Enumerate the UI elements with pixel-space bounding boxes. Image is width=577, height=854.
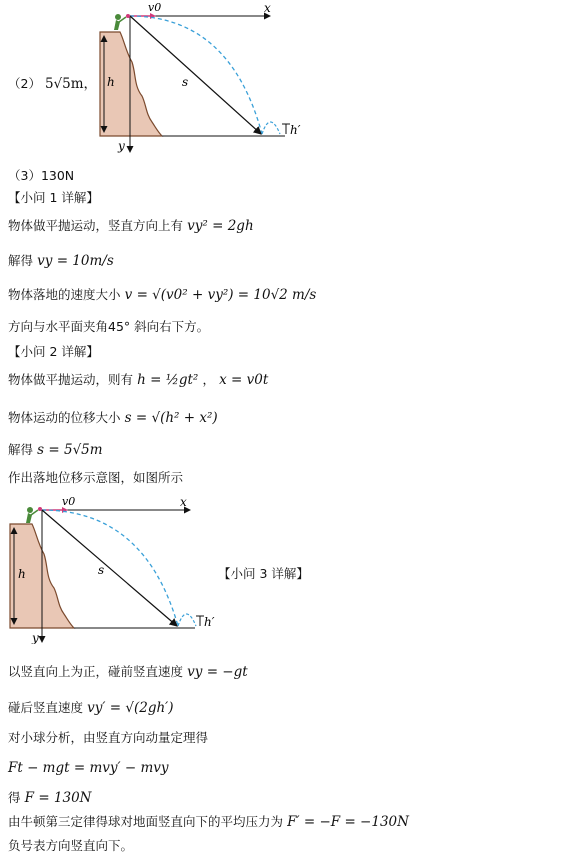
sub2-line2: 物体运动的位移大小 s = √(h² + x²) xyxy=(8,410,218,426)
part2-value: 5√5m， xyxy=(44,76,98,92)
sub3-line1: 以竖直向上为正，碰前竖直速度 vy = −gt xyxy=(8,664,248,680)
label-x: x xyxy=(180,495,187,509)
bounce-arc xyxy=(178,614,196,626)
trajectory-diagram-bottom xyxy=(0,494,215,644)
person-icon xyxy=(114,14,130,30)
sub3-line2: 碰后竖直速度 vy′ = √(2gh′) xyxy=(8,700,174,716)
eq-x: x = v0t xyxy=(219,372,269,388)
sub1-line4: 方向与水平面夹角45° 斜向右下方。 xyxy=(8,319,210,334)
label-x: x xyxy=(264,1,271,15)
trajectory-diagram-top xyxy=(90,0,305,160)
sub2-line1: 物体做平抛运动，则有 h = ½gt² ， x = v0t xyxy=(8,372,269,388)
displacement-s xyxy=(42,510,177,626)
label-s: s xyxy=(182,75,189,89)
label-h: h xyxy=(18,567,26,581)
label-y: y xyxy=(32,631,39,644)
sub3-line5: 得 F = 130N xyxy=(8,790,92,806)
person-icon xyxy=(26,507,42,523)
eq-F-prime: F′ = −F = −130N xyxy=(287,814,409,830)
part2-answer xyxy=(8,72,97,92)
eq-h: h = ½gt² xyxy=(137,372,199,388)
sub1-line1: 物体做平抛运动，竖直方向上有 vy² = 2gh xyxy=(8,218,254,234)
sub1-heading: 【小问 1 详解】 xyxy=(8,190,99,205)
eq-vy-after: vy′ = √(2gh′) xyxy=(87,700,174,716)
sub2-heading: 【小问 2 详解】 xyxy=(8,344,99,359)
label-hprime: h′ xyxy=(204,615,215,629)
eq-F-value: F = 130N xyxy=(24,790,92,806)
eq-vy-value: vy = 10m/s xyxy=(37,253,114,269)
label-v0: v0 xyxy=(62,495,76,508)
eq-s: s = √(h² + x²) xyxy=(124,410,218,426)
eq-s-value: s = 5√5m xyxy=(37,442,103,458)
part3-answer: （3）130N xyxy=(8,168,75,183)
label-s: s xyxy=(98,563,105,577)
label-v0: v0 xyxy=(148,1,162,14)
sub3-heading: 【小问 3 详解】 xyxy=(218,566,309,581)
bounce-arc xyxy=(262,122,280,134)
eq-vy-before: vy = −gt xyxy=(187,664,248,680)
label-y: y xyxy=(118,139,125,153)
part2-prefix: （2） xyxy=(8,76,41,91)
displacement-s xyxy=(130,16,261,134)
eq-impulse: Ft − mgt = mvy′ − mvy xyxy=(8,760,169,776)
sub3-line6: 由牛顿第三定律得球对地面竖直向下的平均压力为 F′ = −F = −130N xyxy=(8,814,409,830)
eq-v-magnitude: v = √(v0² + vy²) = 10√2 m/s xyxy=(124,287,317,303)
sub3-line7: 负号表方向竖直向下。 xyxy=(8,838,134,853)
sub1-line2: 解得 vy = 10m/s xyxy=(8,253,114,269)
sub3-line3: 对小球分析，由竖直方向动量定理得 xyxy=(8,730,209,745)
sub2-line3: 解得 s = 5√5m xyxy=(8,442,103,458)
label-h: h xyxy=(107,75,115,89)
sub1-line3: 物体落地的速度大小 v = √(v0² + vy²) = 10√2 m/s xyxy=(8,287,317,303)
sub2-line4: 作出落地位移示意图，如图所示 xyxy=(8,470,184,485)
eq-vy-squared: vy² = 2gh xyxy=(187,218,254,234)
label-hprime: h′ xyxy=(290,123,301,137)
